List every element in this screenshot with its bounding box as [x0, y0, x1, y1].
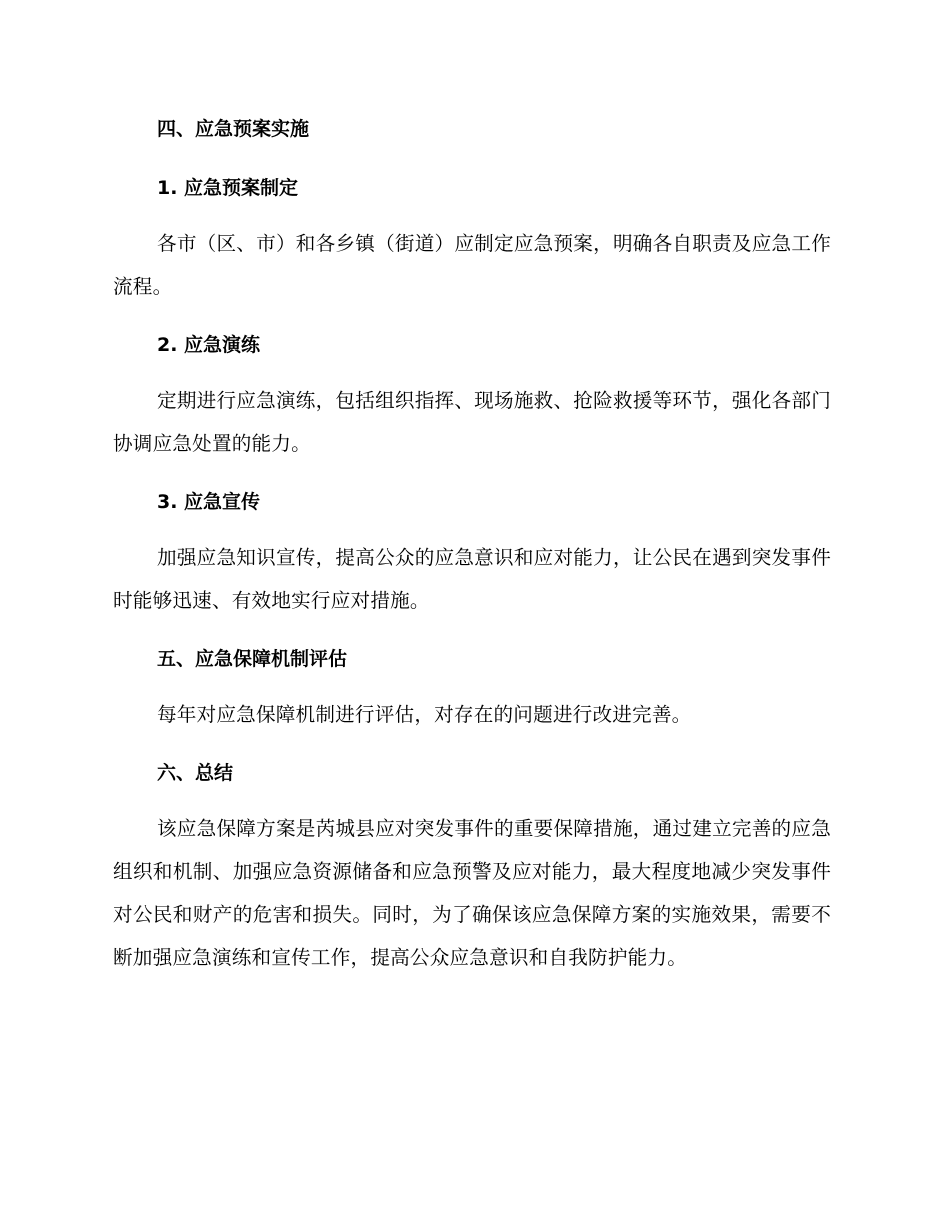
subheading-emergency-drill: 2. 应急演练 [157, 334, 261, 356]
section-heading-mechanism-evaluation: 五、应急保障机制评估 [157, 648, 348, 670]
section-heading-emergency-plan-implementation: 四、应急预案实施 [157, 118, 310, 140]
section-heading-summary: 六、总结 [157, 762, 234, 784]
paragraph-emergency-drill: 定期进行应急演练，包括组织指挥、现场施救、抢险救援等环节，强化各部门协调应急处置的能力。 [113, 389, 831, 455]
document-body [113, 112, 831, 979]
paragraph-mechanism-evaluation: 每年对应急保障机制进行评估，对存在的问题进行改进完善。 [157, 703, 692, 726]
subheading-plan-formulation: 1. 应急预案制定 [157, 177, 299, 199]
paragraph-summary: 该应急保障方案是芮城县应对突发事件的重要保障措施，通过建立完善的应急组织和机制、加强应急资源储备和应急预警及应对能力，最大程度地减少突发事件对公民和财产的危害和损失。同时，为了确保该应急保障方案的实施效果，需要不断加强应急演练和宣传工作，提高公众应急意识和自我防护能力。 [113, 817, 831, 969]
paragraph-emergency-publicity: 加强应急知识宣传，提高公众的应急意识和应对能力，让公民在遇到突发事件时能够迅速、有效地实行应对措施。 [113, 546, 831, 612]
paragraph-plan-formulation: 各市（区、市）和各乡镇（街道）应制定应急预案，明确各自职责及应急工作流程。 [113, 232, 831, 298]
subheading-emergency-publicity: 3. 应急宣传 [157, 491, 261, 513]
